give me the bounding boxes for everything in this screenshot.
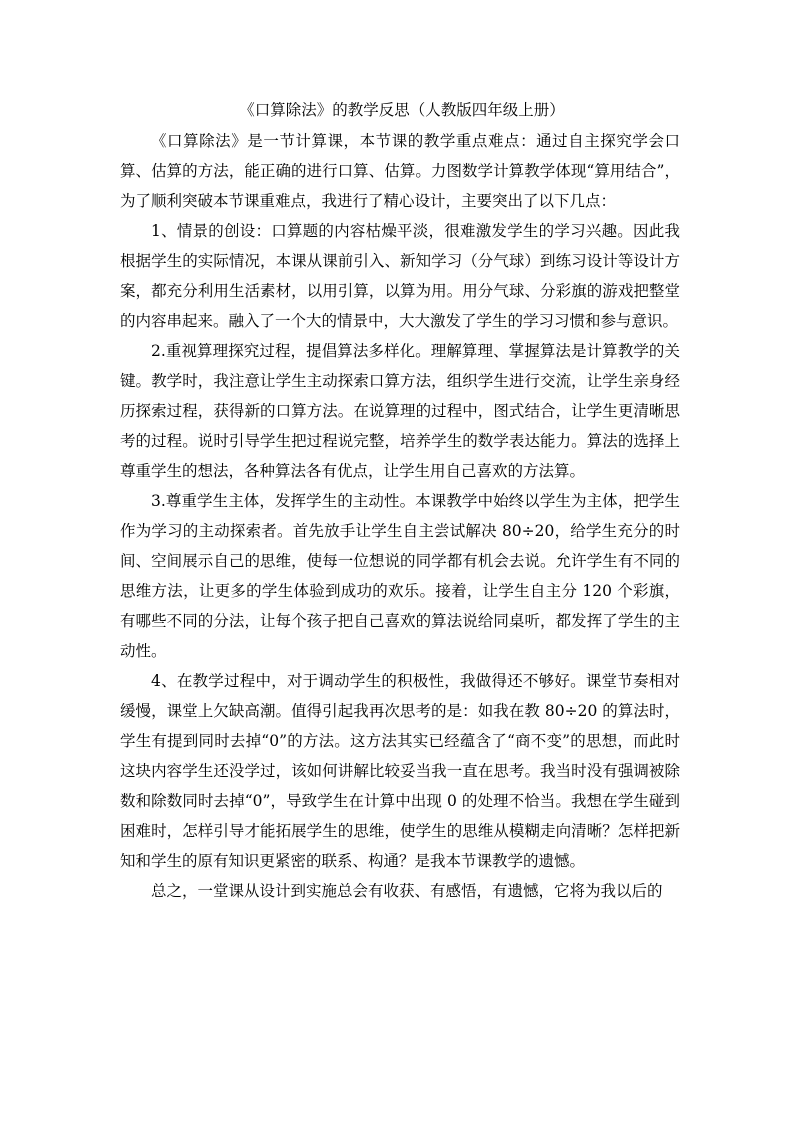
document-title: 《口算除法》的教学反思（人教版四年级上册） (239, 101, 565, 119)
paragraph-intro: 《口算除法》是一节计算课，本节课的教学重点难点：通过自主探究学会口算、估算的方法，能正确的进行口算、估算。力图数学计算教学体现“算用结合”，为了顺利突破本节课重难点，我进行了精心设计，主要突出了以下几点： (120, 132, 680, 210)
document-body (120, 126, 680, 906)
paragraph-conclusion: 总之，一堂课从设计到实施总会有收获、有感悟，有遗憾，它将为我以后的 (151, 882, 663, 900)
paragraph-point-2: 2.重视算理探究过程，提倡算法多样化。理解算理、掌握算法是计算教学的关键。教学时，我注意让学生主动探索口算方法，组织学生进行交流，让学生亲身经历探索过程，获得新的口算方法。在说算理的过程中，图式结合，让学生更清晰思考的过程。说时引导学生把过程说完整，培养学生的数学表达能力。算法的选择上尊重学生的想法，各种算法各有优点，让学生用自己喜欢的方法算。 (120, 342, 680, 480)
paragraph-point-3: 3.尊重学生主体，发挥学生的主动性。本课教学中始终以学生为主体，把学生作为学习的主动探索者。首先放手让学生自主尝试解决 80÷20，给学生充分的时间、空间展示自己的思维，使每一位想说的同学都有机会去说。允许学生有不同的思维方法，让更多的学生体验到成功的欢乐。接着，让学生自主分 120 个彩旗，有哪些不同的分法，让每个孩子把自己喜欢的算法说给同桌听，都发挥了学生的主动性。 (120, 492, 680, 660)
paragraph-point-1: 1、情景的创设：口算题的内容枯燥平淡，很难激发学生的学习兴趣。因此我根据学生的实际情况，本课从课前引入、新知学习（分气球）到练习设计等设计方案，都充分利用生活素材，以用引算，以算为用。用分气球、分彩旗的游戏把整堂的内容串起来。融入了一个大的情景中，大大激发了学生的学习习惯和参与意识。 (120, 222, 680, 330)
paragraph-point-4: 4、在教学过程中，对于调动学生的积极性，我做得还不够好。课堂节奏相对缓慢，课堂上欠缺高潮。值得引起我再次思考的是：如我在教 80÷20 的算法时，学生有提到同时去掉“0”的方法。这方法其实已经蕴含了“商不变”的思想，而此时这块内容学生还没学过，该如何讲解比较妥当我一直在思考。我当时没有强调被除数和除数同时去掉“0”，导致学生在计算中出现 0 的处理不恰当。我想在学生碰到困难时，怎样引导才能拓展学生的思维，使学生的思维从模糊走向清晰？怎样把新知和学生的原有知识更紧密的联系、构通？是我本节课教学的遗憾。 (120, 672, 680, 870)
